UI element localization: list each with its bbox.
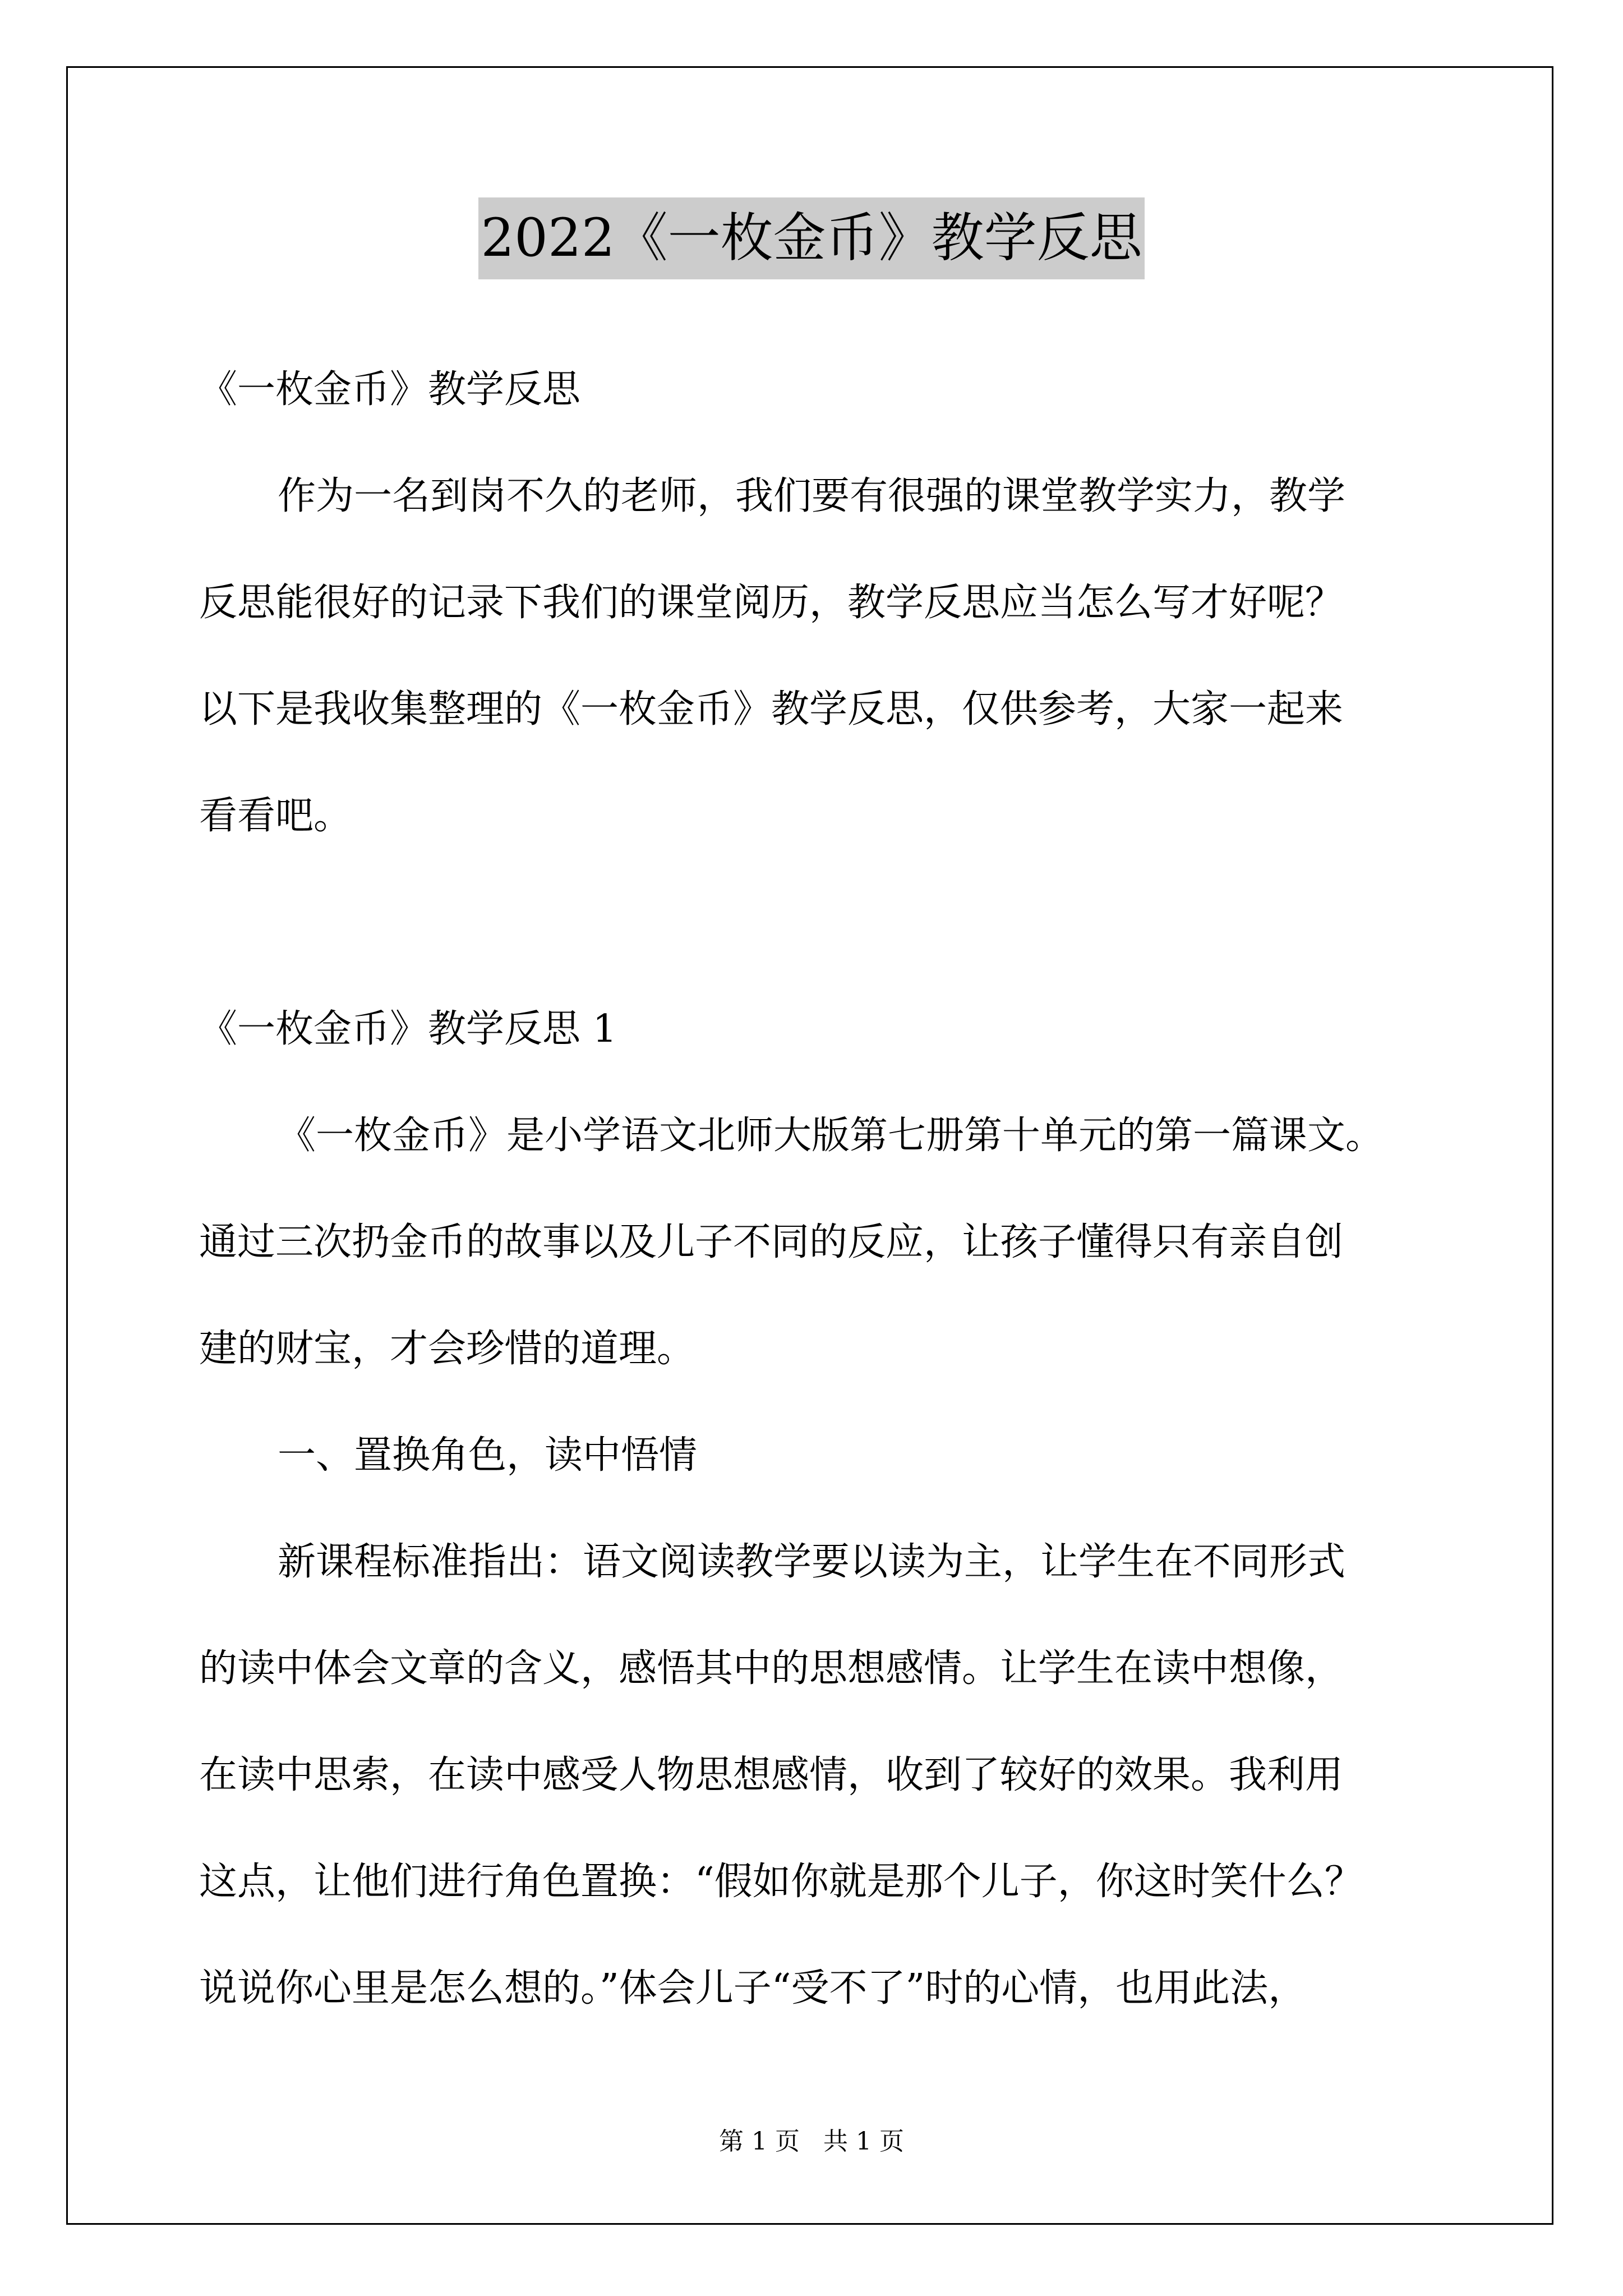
point-heading: 一、置换角色，读中悟情 — [278, 1433, 698, 1478]
paragraph-gap — [199, 869, 1433, 976]
page-number-total: 共 1 页 — [823, 2127, 904, 2156]
section-para2-line-2: 的读中体会文章的含义，感悟其中的思想感情。让学生在读中想像， — [199, 1646, 1344, 1691]
section-para2-line-5: 说说你心里是怎么想的。”体会儿子“受不了”时的心情，也用此法， — [199, 1966, 1307, 2010]
document-title: 2022《一枚金币》教学反思 — [478, 197, 1144, 279]
intro-line-3: 以下是我收集整理的《一枚金币》教学反思，仅供参考，大家一起来 — [199, 687, 1344, 731]
section-para2-line-4: 这点，让他们进行角色置换：“假如你就是那个儿子，你这时笑什么？ — [199, 1860, 1363, 1904]
page-number-current: 第 1 页 — [719, 2127, 800, 2156]
page-footer — [0, 2125, 1623, 2159]
section-para1-line-1: 《一枚金币》是小学语文北师大版第七册第十单元的第一篇课文。 — [278, 1114, 1384, 1158]
section-para2-line-1: 新课程标准指出：语文阅读教学要以读为主，让学生在不同形式 — [278, 1540, 1346, 1584]
intro-line-2: 反思能很好的记录下我们的课堂阅历，教学反思应当怎么写才好呢？ — [199, 581, 1344, 625]
subtitle: 《一枚金币》教学反思 — [199, 367, 581, 412]
title-container — [0, 197, 1623, 279]
section-para2-line-3: 在读中思索，在读中感受人物思想感情，收到了较好的效果。我利用 — [199, 1753, 1344, 1797]
document-body — [199, 337, 1433, 2042]
intro-line-4: 看看吧。 — [199, 794, 352, 838]
section-heading: 《一枚金币》教学反思 1 — [199, 1007, 617, 1051]
section-para1-line-2: 通过三次扔金币的故事以及儿子不同的反应，让孩子懂得只有亲自创 — [199, 1220, 1344, 1264]
section-para1-line-3: 建的财宝，才会珍惜的道理。 — [199, 1327, 695, 1371]
intro-line-1: 作为一名到岗不久的老师，我们要有很强的课堂教学实力，教学 — [278, 474, 1346, 518]
